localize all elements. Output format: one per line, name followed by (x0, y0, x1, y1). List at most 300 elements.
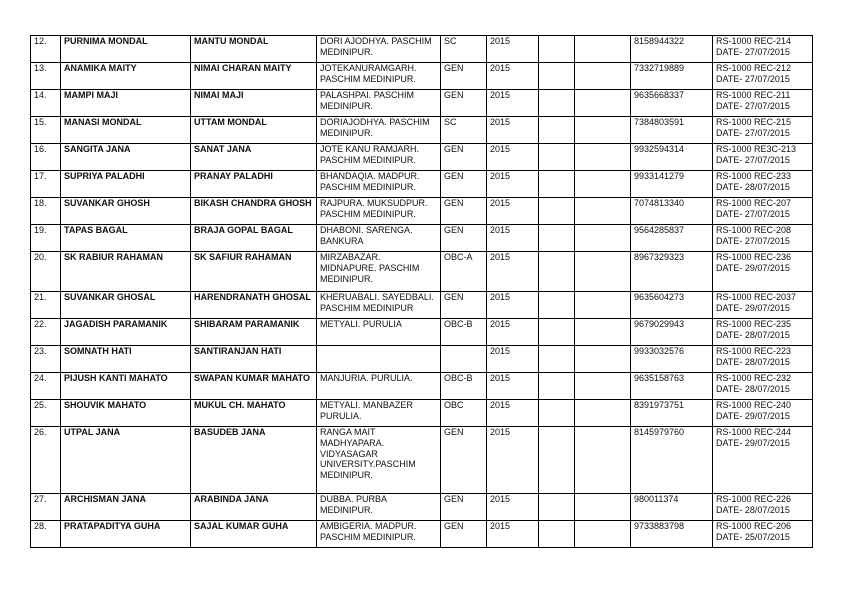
father-name-text: BRAJA GOPAL BAGAL (194, 225, 293, 235)
sl-text: 13. (34, 63, 47, 73)
phone-text: 9635604273 (634, 292, 685, 302)
year-cell (487, 36, 539, 63)
phone-text: 9679029943 (634, 319, 685, 329)
year-text: 2015 (490, 400, 511, 410)
address-text: MANJURIA. PURULIA. (320, 373, 413, 383)
receipt-cell (713, 63, 813, 90)
category-text: OBC-B (444, 319, 473, 329)
address-cell (317, 427, 441, 494)
sl-cell (31, 171, 61, 198)
receipt-cell (713, 225, 813, 252)
year-text: 2015 (490, 90, 511, 100)
phone-text: 980011374 (634, 494, 679, 504)
address-text: JOTE KANU RAMJARH. PASCHIM MEDINIPUR. (320, 144, 420, 165)
receipt-text: RS-1000 REC-211 DATE- 27/07/2015 (716, 90, 791, 111)
sl-cell (31, 521, 61, 548)
blank-cell (539, 252, 575, 292)
blank-cell (539, 225, 575, 252)
receipt-text: RS-1000 REC-235 DATE- 28/07/2015 (716, 319, 792, 340)
sl-cell (31, 90, 61, 117)
sl-text: 15. (34, 117, 47, 127)
address-text: DORI AJODHYA. PASCHIM MEDINIPUR. (320, 36, 432, 57)
address-text: DUBBA. PURBA MEDINIPUR. (320, 494, 387, 515)
name-text: MANASI MONDAL (64, 117, 142, 127)
father-name-cell (191, 346, 317, 373)
blank-cell (539, 292, 575, 319)
receipt-text: RS-1000 REC-207 DATE- 27/07/2015 (716, 198, 792, 219)
name-cell (61, 292, 191, 319)
name-cell (61, 494, 191, 521)
table-row (31, 400, 813, 427)
year-cell (487, 252, 539, 292)
name-cell (61, 319, 191, 346)
address-cell (317, 90, 441, 117)
receipt-text: RS-1000 REC-215 DATE- 27/07/2015 (716, 117, 792, 138)
year-text: 2015 (490, 144, 511, 154)
phone-text: 9635158763 (634, 373, 685, 383)
receipt-cell (713, 400, 813, 427)
sl-text: 18. (34, 198, 47, 208)
sl-cell (31, 292, 61, 319)
sl-cell (31, 63, 61, 90)
phone-text: 8391973751 (634, 400, 685, 410)
address-cell (317, 225, 441, 252)
address-text: JOTEKANURAMGARH. PASCHIM MEDINIPUR. (320, 63, 417, 84)
name-text: SK RABIUR RAHAMAN (64, 252, 163, 262)
category-text: GEN (444, 198, 464, 208)
name-cell (61, 90, 191, 117)
phone-cell (631, 252, 713, 292)
name-text: ANAMIKA MAITY (64, 63, 137, 73)
blank-cell-2 (575, 117, 631, 144)
year-cell (487, 373, 539, 400)
blank-cell (539, 117, 575, 144)
name-text: SOMNATH HATI (64, 346, 132, 356)
phone-text: 8967329323 (634, 252, 685, 262)
table-row (31, 292, 813, 319)
phone-cell (631, 292, 713, 319)
blank-cell (539, 198, 575, 225)
father-name-text: SHIBARAM PARAMANIK (194, 319, 300, 329)
father-name-text: ARABINDA JANA (194, 494, 269, 504)
receipt-text: RS-1000 REC-236 DATE- 29/07/2015 (716, 252, 792, 273)
receipt-text: RS-1000 REC-244 DATE- 29/07/2015 (716, 427, 792, 448)
year-cell (487, 117, 539, 144)
father-name-text: BASUDEB JANA (194, 427, 266, 437)
blank-cell (539, 427, 575, 494)
category-text: OBC-A (444, 252, 473, 262)
sl-text: 24. (34, 373, 47, 383)
receipt-cell (713, 521, 813, 548)
name-text: JAGADISH PARAMANIK (64, 319, 168, 329)
receipt-text: RS-1000 REC-208 DATE- 27/07/2015 (716, 225, 792, 246)
table-row (31, 252, 813, 292)
year-text: 2015 (490, 292, 511, 302)
blank-cell (539, 319, 575, 346)
address-text: RANGA MAIT MADHYAPARA. VIDYASAGAR UNIVERSITY.PASCHIM MEDINIPUR. (320, 427, 416, 481)
receipt-cell (713, 171, 813, 198)
sl-text: 28. (34, 521, 47, 531)
category-cell (441, 346, 487, 373)
receipt-text: RS-1000 REC-232 DATE- 28/07/2015 (716, 373, 792, 394)
name-text: SANGITA JANA (64, 144, 131, 154)
phone-cell (631, 36, 713, 63)
address-cell (317, 117, 441, 144)
address-cell (317, 36, 441, 63)
phone-text: 7332719889 (634, 63, 685, 73)
category-cell (441, 198, 487, 225)
blank-cell-2 (575, 63, 631, 90)
phone-cell (631, 346, 713, 373)
blank-cell-2 (575, 252, 631, 292)
address-text: AMBIGERIA. MADPUR. PASCHIM MEDINIPUR. (320, 521, 417, 542)
father-name-cell (191, 198, 317, 225)
father-name-text: SANTIRANJAN HATI (194, 346, 282, 356)
blank-cell (539, 171, 575, 198)
blank-cell-2 (575, 319, 631, 346)
year-cell (487, 427, 539, 494)
sl-cell (31, 198, 61, 225)
year-text: 2015 (490, 319, 511, 329)
category-text: GEN (444, 63, 464, 73)
address-cell (317, 319, 441, 346)
blank-cell (539, 373, 575, 400)
phone-text: 9933032576 (634, 346, 685, 356)
blank-cell-2 (575, 198, 631, 225)
receipt-text: RS-1000 REC-214 DATE- 27/07/2015 (716, 36, 792, 57)
blank-cell (539, 144, 575, 171)
sl-cell (31, 319, 61, 346)
table-row (31, 144, 813, 171)
year-cell (487, 400, 539, 427)
receipt-cell (713, 198, 813, 225)
receipt-cell (713, 144, 813, 171)
blank-cell (539, 400, 575, 427)
name-text: PURNIMA MONDAL (64, 36, 148, 46)
receipt-cell (713, 252, 813, 292)
father-name-cell (191, 36, 317, 63)
father-name-text: NIMAI CHARAN MAITY (194, 63, 292, 73)
address-cell (317, 144, 441, 171)
year-cell (487, 319, 539, 346)
receipt-text: RS-1000 REC-240 DATE- 29/07/2015 (716, 400, 792, 421)
sl-text: 23. (34, 346, 47, 356)
table-row (31, 521, 813, 548)
phone-cell (631, 494, 713, 521)
year-text: 2015 (490, 36, 511, 46)
address-cell (317, 400, 441, 427)
phone-cell (631, 319, 713, 346)
blank-cell (539, 36, 575, 63)
year-cell (487, 521, 539, 548)
father-name-cell (191, 117, 317, 144)
address-text: METYALI. MANBAZER PURULIA. (320, 400, 413, 421)
receipt-cell (713, 90, 813, 117)
phone-text: 9932594314 (634, 144, 685, 154)
address-text: KHERUABALI. SAYEDBALI. PASCHIM MEDINIPUR (320, 292, 434, 313)
blank-cell-2 (575, 292, 631, 319)
category-cell (441, 117, 487, 144)
name-text: SUVANKAR GHOSAL (64, 292, 156, 302)
receipt-text: RS-1000 REC-212 DATE- 27/07/2015 (716, 63, 792, 84)
table-row (31, 198, 813, 225)
year-text: 2015 (490, 427, 511, 437)
address-text: PALASHPAI. PASCHIM MEDINIPUR. (320, 90, 415, 111)
name-cell (61, 521, 191, 548)
table-row (31, 225, 813, 252)
name-cell (61, 63, 191, 90)
phone-cell (631, 90, 713, 117)
table-row (31, 373, 813, 400)
father-name-cell (191, 144, 317, 171)
sl-text: 26. (34, 427, 47, 437)
name-cell (61, 36, 191, 63)
blank-cell-2 (575, 400, 631, 427)
phone-text: 7074813340 (634, 198, 685, 208)
phone-cell (631, 521, 713, 548)
category-text: GEN (444, 225, 464, 235)
phone-cell (631, 117, 713, 144)
sl-text: 16. (34, 144, 47, 154)
category-text: GEN (444, 144, 464, 154)
category-cell (441, 373, 487, 400)
year-cell (487, 292, 539, 319)
phone-cell (631, 225, 713, 252)
address-text: RAJPURA. MUKSUDPUR. PASCHIM MEDINIPUR. (320, 198, 428, 219)
father-name-text: PRANAY PALADHI (194, 171, 273, 181)
category-cell (441, 494, 487, 521)
sl-cell (31, 252, 61, 292)
table-row (31, 494, 813, 521)
sl-text: 17. (34, 171, 47, 181)
receipt-cell (713, 427, 813, 494)
receipt-text: RS-1000 REC-223 DATE- 28/07/2015 (716, 346, 792, 367)
receipt-cell (713, 346, 813, 373)
sl-cell (31, 36, 61, 63)
sl-text: 21. (34, 292, 47, 302)
address-cell (317, 63, 441, 90)
receipt-cell (713, 292, 813, 319)
year-cell (487, 90, 539, 117)
category-text: GEN (444, 494, 464, 504)
name-text: ARCHISMAN JANA (64, 494, 147, 504)
category-cell (441, 521, 487, 548)
address-cell (317, 521, 441, 548)
category-text: GEN (444, 521, 464, 531)
receipt-cell (713, 494, 813, 521)
receipt-cell (713, 373, 813, 400)
blank-cell-2 (575, 144, 631, 171)
table-row (31, 346, 813, 373)
receipt-text: RS-1000 REC-206 DATE- 25/07/2015 (716, 521, 792, 542)
category-cell (441, 63, 487, 90)
phone-cell (631, 198, 713, 225)
address-cell (317, 171, 441, 198)
name-cell (61, 171, 191, 198)
sl-text: 20. (34, 252, 47, 262)
phone-text: 9933141279 (634, 171, 685, 181)
name-text: SUPRIYA PALADHI (64, 171, 145, 181)
year-text: 2015 (490, 63, 511, 73)
address-text: BHANDAQIA. MADPUR. PASCHIM MEDINIPUR. (320, 171, 420, 192)
category-text: OBC (444, 400, 464, 410)
year-text: 2015 (490, 171, 511, 181)
father-name-text: MANTU MONDAL (194, 36, 269, 46)
year-cell (487, 63, 539, 90)
phone-text: 8158944322 (634, 36, 685, 46)
name-text: SHOUVIK MAHATO (64, 400, 147, 410)
phone-cell (631, 144, 713, 171)
father-name-text: SWAPAN KUMAR MAHATO (194, 373, 310, 383)
name-cell (61, 427, 191, 494)
father-name-cell (191, 521, 317, 548)
name-text: SUVANKAR GHOSH (64, 198, 150, 208)
category-text: GEN (444, 171, 464, 181)
name-text: TAPAS BAGAL (64, 225, 128, 235)
table-body (31, 36, 813, 548)
blank-cell-2 (575, 494, 631, 521)
address-cell (317, 292, 441, 319)
name-cell (61, 117, 191, 144)
name-text: UTPAL JANA (64, 427, 121, 437)
year-text: 2015 (490, 373, 511, 383)
blank-cell-2 (575, 90, 631, 117)
category-text: GEN (444, 292, 464, 302)
year-cell (487, 494, 539, 521)
father-name-cell (191, 494, 317, 521)
receipt-text: RS-1000 REC-233 DATE- 28/07/2015 (716, 171, 792, 192)
father-name-cell (191, 292, 317, 319)
blank-cell-2 (575, 346, 631, 373)
name-cell (61, 198, 191, 225)
address-cell (317, 252, 441, 292)
father-name-text: MUKUL CH. MAHATO (194, 400, 286, 410)
phone-cell (631, 427, 713, 494)
father-name-text: BIKASH CHANDRA GHOSH (194, 198, 312, 208)
table-row (31, 319, 813, 346)
father-name-cell (191, 225, 317, 252)
blank-cell-2 (575, 225, 631, 252)
blank-cell-2 (575, 171, 631, 198)
category-cell (441, 400, 487, 427)
phone-text: 7384803591 (634, 117, 685, 127)
category-text: SC (444, 36, 457, 46)
address-text: DHABONI. SARENGA. BANKURA (320, 225, 413, 246)
year-text: 2015 (490, 252, 511, 262)
name-cell (61, 373, 191, 400)
category-cell (441, 171, 487, 198)
father-name-cell (191, 400, 317, 427)
blank-cell (539, 90, 575, 117)
blank-cell-2 (575, 427, 631, 494)
name-cell (61, 225, 191, 252)
name-cell (61, 144, 191, 171)
category-text: GEN (444, 427, 464, 437)
phone-cell (631, 373, 713, 400)
address-cell (317, 198, 441, 225)
address-cell (317, 346, 441, 373)
category-text: SC (444, 117, 457, 127)
father-name-cell (191, 427, 317, 494)
category-cell (441, 252, 487, 292)
name-text: PRATAPADITYA GUHA (64, 521, 161, 531)
father-name-text: SANAT JANA (194, 144, 252, 154)
sl-cell (31, 373, 61, 400)
receipt-cell (713, 117, 813, 144)
sl-cell (31, 225, 61, 252)
father-name-cell (191, 252, 317, 292)
blank-cell (539, 521, 575, 548)
receipt-text: RS-1000 REC-2037 DATE- 29/07/2015 (716, 292, 797, 313)
phone-cell (631, 400, 713, 427)
receipt-text: RS-1000 RE3C-213 DATE- 27/07/2015 (716, 144, 797, 165)
category-cell (441, 36, 487, 63)
father-name-text: UTTAM MONDAL (194, 117, 267, 127)
candidate-register-table (30, 35, 813, 548)
sl-text: 22. (34, 319, 47, 329)
blank-cell-2 (575, 36, 631, 63)
blank-cell (539, 346, 575, 373)
receipt-cell (713, 36, 813, 63)
father-name-text: SK SAFIUR RAHAMAN (194, 252, 292, 262)
sl-text: 25. (34, 400, 47, 410)
father-name-cell (191, 171, 317, 198)
category-cell (441, 225, 487, 252)
father-name-cell (191, 319, 317, 346)
father-name-text: SAJAL KUMAR GUHA (194, 521, 289, 531)
sl-text: 27. (34, 494, 47, 504)
father-name-cell (191, 90, 317, 117)
sl-cell (31, 346, 61, 373)
category-cell (441, 292, 487, 319)
category-cell (441, 90, 487, 117)
phone-text: 9733883798 (634, 521, 685, 531)
father-name-cell (191, 63, 317, 90)
address-cell (317, 373, 441, 400)
name-text: PIJUSH KANTI MAHATO (64, 373, 168, 383)
sl-cell (31, 427, 61, 494)
name-cell (61, 252, 191, 292)
father-name-text: NIMAI MAJI (194, 90, 244, 100)
phone-cell (631, 63, 713, 90)
table-row (31, 36, 813, 63)
father-name-text: HARENDRANATH GHOSAL (194, 292, 311, 302)
year-text: 2015 (490, 521, 511, 531)
category-text: GEN (444, 90, 464, 100)
year-text: 2015 (490, 494, 511, 504)
blank-cell-2 (575, 521, 631, 548)
receipt-cell (713, 319, 813, 346)
year-cell (487, 144, 539, 171)
sl-cell (31, 494, 61, 521)
sl-cell (31, 400, 61, 427)
phone-text: 9564285837 (634, 225, 685, 235)
name-text: MAMPI MAJI (64, 90, 118, 100)
sl-text: 14. (34, 90, 47, 100)
receipt-text: RS-1000 REC-226 DATE- 28/07/2015 (716, 494, 792, 515)
table-row (31, 171, 813, 198)
address-cell (317, 494, 441, 521)
name-cell (61, 400, 191, 427)
address-text: METYALI. PURULIA (320, 319, 402, 329)
phone-text: 8145979760 (634, 427, 685, 437)
year-text: 2015 (490, 346, 511, 356)
category-cell (441, 427, 487, 494)
table-row (31, 427, 813, 494)
year-text: 2015 (490, 198, 511, 208)
address-text: MIRZABAZAR. MIDNAPURE. PASCHIM MEDINIPUR. (320, 252, 420, 284)
category-text: OBC-B (444, 373, 473, 383)
